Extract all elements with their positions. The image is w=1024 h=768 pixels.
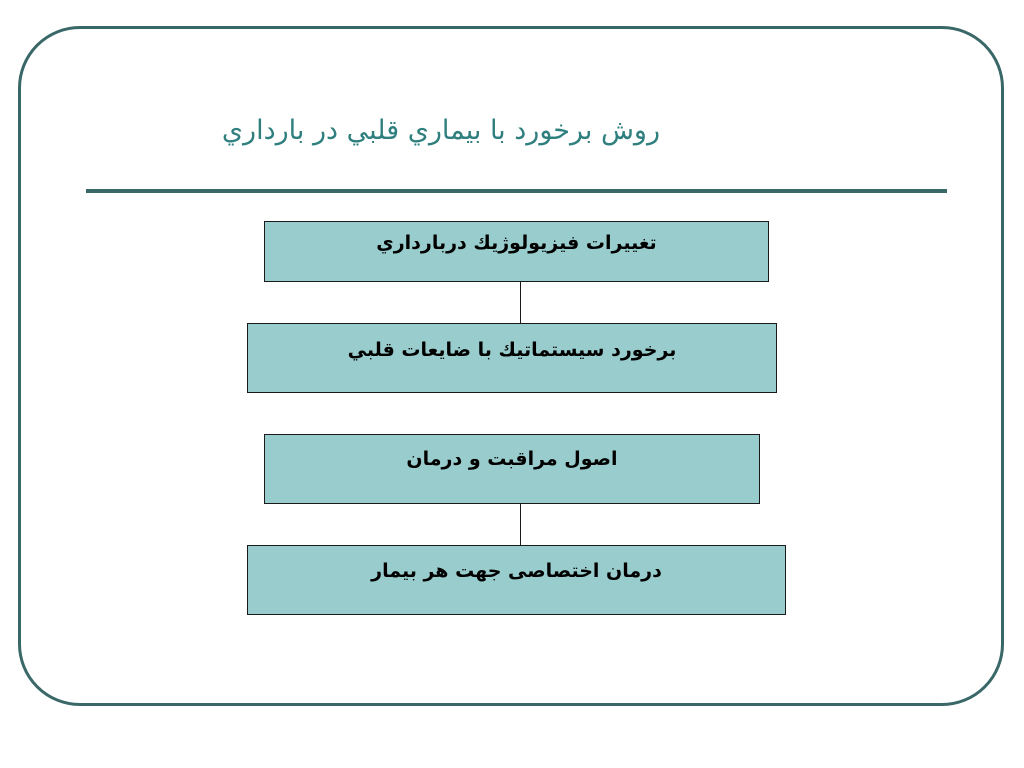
flow-box-systematic-approach: [247, 323, 777, 393]
flow-box-label: اصول مراقبت و درمان: [406, 448, 618, 470]
flow-connector: [520, 504, 521, 545]
flow-box-label: تغييرات فيزيولوژيك دربارداري: [376, 232, 657, 254]
flow-box-physiological-changes: [264, 221, 769, 282]
flow-box-care-principles: [264, 434, 760, 504]
flow-box-specific-treatment: [247, 545, 786, 615]
title-divider: [86, 189, 947, 193]
slide-title: روش برخورد با بيماري قلبي در بارداري: [221, 115, 660, 146]
flow-box-label: برخورد سيستماتيك با ضايعات قلبي: [347, 339, 677, 361]
flow-connector: [520, 282, 521, 323]
flow-box-label: درمان اختصاصی جهت هر بيمار: [371, 560, 662, 582]
